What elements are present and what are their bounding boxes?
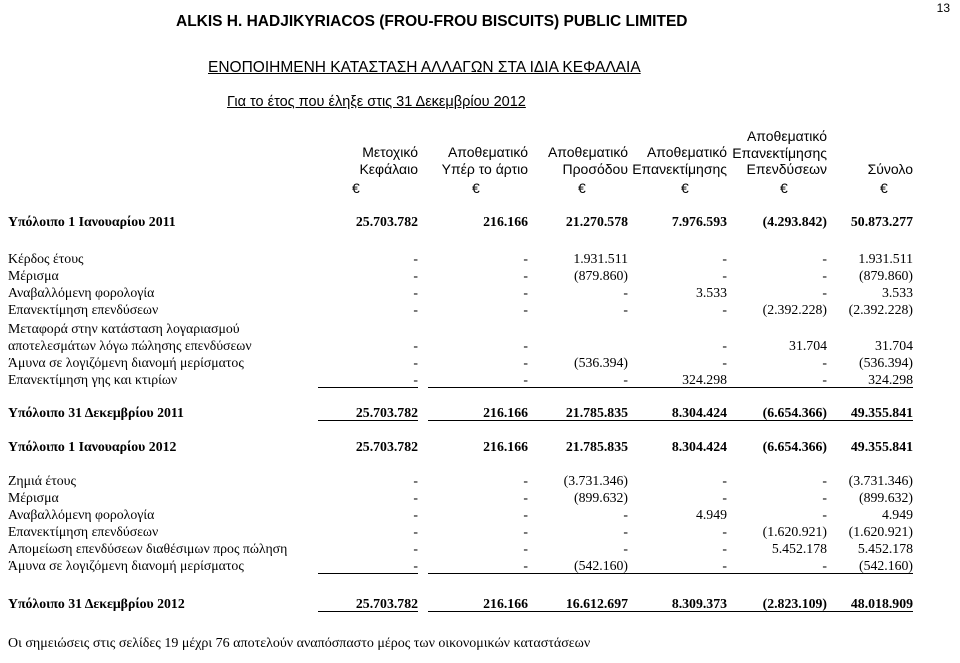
cell-value: 25.703.782 <box>318 405 418 421</box>
column-header-text: Επανεκτίμησης <box>732 144 827 161</box>
cell-value: - <box>623 541 628 556</box>
row-label: Μεταφορά στην κατάσταση λογαριασμού <box>8 321 240 336</box>
table-row <box>0 355 960 371</box>
cell-value: (536.394) <box>573 355 628 370</box>
cell-value: 21.785.835 <box>565 439 628 454</box>
cell-value: (2.392.228) <box>848 302 913 317</box>
row-label: Ζημιά έτους <box>8 473 76 488</box>
statement-title: ΕΝΟΠΟΙΗΜΕΝΗ ΚΑΤΑΣΤΑΣΗ ΑΛΛΑΓΩΝ ΣΤΑ ΙΔΙΑ ΚΕΦΑΛΑΙΑ <box>208 59 641 76</box>
cell-value: 8.304.424 <box>671 439 727 454</box>
cell-value: - <box>318 558 418 574</box>
cell-value: 25.703.782 <box>355 439 418 454</box>
cell-value: - <box>428 558 528 574</box>
column-header-text: Αποθεματικό <box>646 144 727 160</box>
table-row <box>0 268 960 284</box>
cell-value: - <box>722 302 727 317</box>
cell-value: - <box>822 507 827 522</box>
cell-value: (879.860) <box>573 268 628 283</box>
cell-value: 216.166 <box>428 405 528 421</box>
cell-value: - <box>523 507 528 522</box>
cell-value: 4.949 <box>881 507 913 522</box>
cell-value: - <box>727 372 827 388</box>
column-header-text: Υπέρ το άρτιο <box>441 160 528 177</box>
table-row <box>0 490 960 506</box>
cell-value: 8.309.373 <box>627 596 727 612</box>
row-label: Αναβαλλόμενη φορολογία <box>8 507 155 522</box>
row-label: Άμυνα σε λογιζόμενη διανομή μερίσματος <box>8 355 244 370</box>
cell-value: - <box>623 302 628 317</box>
table-row <box>0 372 960 388</box>
cell-value: - <box>722 355 727 370</box>
cell-value: - <box>413 541 418 556</box>
cell-value: 7.976.593 <box>671 214 727 229</box>
currency-symbol: € <box>578 180 586 196</box>
cell-value: 216.166 <box>483 439 528 454</box>
cell-value: 31.704 <box>789 338 827 353</box>
cell-value: - <box>727 558 827 574</box>
cell-value: 324.298 <box>627 372 727 388</box>
cell-value: 25.703.782 <box>355 214 418 229</box>
cell-value: - <box>523 302 528 317</box>
table-row <box>0 473 960 489</box>
cell-value: - <box>413 507 418 522</box>
cell-value: - <box>523 355 528 370</box>
row-label: Μέρισμα <box>8 490 59 505</box>
column-header-1 <box>322 144 418 177</box>
cell-value: - <box>413 524 418 539</box>
cell-value: (536.394) <box>858 355 913 370</box>
cell-value: 1.931.511 <box>858 251 913 266</box>
cell-value: 8.304.424 <box>627 405 727 421</box>
cell-value: - <box>722 338 727 353</box>
cell-value: 48.018.909 <box>813 596 913 612</box>
cell-value: 21.270.578 <box>565 214 628 229</box>
cell-value: 21.785.835 <box>528 405 628 421</box>
cell-value: 5.452.178 <box>857 541 913 556</box>
cell-value: - <box>623 524 628 539</box>
cell-value: - <box>822 251 827 266</box>
row-label: Επανεκτίμηση επενδύσεων <box>8 302 159 317</box>
row-label: Υπόλοιπο 1 Ιανουαρίου 2012 <box>8 439 177 454</box>
cell-value: - <box>627 558 727 574</box>
column-header-5 <box>697 128 827 178</box>
cell-value: (899.632) <box>573 490 628 505</box>
cell-value: - <box>523 490 528 505</box>
row-label: Επανεκτίμηση επενδύσεων <box>8 524 159 539</box>
cell-value: 4.949 <box>695 507 727 522</box>
cell-value: - <box>523 524 528 539</box>
column-header-3 <box>528 144 628 177</box>
cell-value: - <box>528 372 628 388</box>
cell-value: 216.166 <box>428 596 528 612</box>
cell-value: - <box>523 338 528 353</box>
table-row <box>0 338 960 354</box>
page-number: 13 <box>936 1 950 15</box>
statement-period: Για το έτος που έληξε στις 31 Δεκεμβρίου 2012 <box>227 94 526 110</box>
cell-value: 49.355.841 <box>813 405 913 421</box>
currency-symbol: € <box>472 180 480 196</box>
table-row <box>0 541 960 557</box>
column-header-text: Κεφάλαιο <box>359 160 418 177</box>
cell-value: - <box>523 251 528 266</box>
table-row <box>0 596 960 612</box>
column-header-text: Αποθεματικό <box>547 144 628 160</box>
row-label: Άμυνα σε λογιζόμενη διανομή μερίσματος <box>8 558 244 573</box>
cell-value: 49.355.841 <box>850 439 913 454</box>
cell-value: (1.620.921) <box>762 524 827 539</box>
cell-value: - <box>523 268 528 283</box>
cell-value: 1.931.511 <box>573 251 628 266</box>
table-row <box>0 558 960 574</box>
column-header-text: Σύνολο <box>867 161 913 177</box>
column-header-text: Αποθεματικό <box>746 128 827 144</box>
cell-value: - <box>822 268 827 283</box>
company-name: ALKIS H. HADJIKYRIACOS (FROU-FROU BISCUITS) PUBLIC LIMITED <box>176 13 688 30</box>
cell-value: (2.392.228) <box>762 302 827 317</box>
footer-note: Οι σημειώσεις στις σελίδες 19 μέχρι 76 αποτελούν αναπόσπαστο μέρος των οικονομικών καταστάσεων <box>8 636 591 651</box>
table-row <box>0 321 960 337</box>
cell-value: - <box>722 541 727 556</box>
row-label: Υπόλοιπο 1 Ιανουαρίου 2011 <box>8 214 176 229</box>
row-label: Κέρδος έτους <box>8 251 84 266</box>
table-row <box>0 285 960 301</box>
cell-value: (4.293.842) <box>762 214 827 229</box>
cell-value: - <box>413 285 418 300</box>
column-header-6 <box>813 161 913 178</box>
row-label: Επανεκτίμηση γης και κτιρίων <box>8 372 178 387</box>
cell-value: 16.612.697 <box>528 596 628 612</box>
row-label: Αναβαλλόμενη φορολογία <box>8 285 155 300</box>
cell-value: 5.452.178 <box>771 541 827 556</box>
cell-value: (542.160) <box>813 558 913 574</box>
table-row <box>0 251 960 267</box>
cell-value: - <box>623 507 628 522</box>
cell-value: - <box>523 541 528 556</box>
table-row <box>0 405 960 421</box>
cell-value: (6.654.366) <box>727 405 827 421</box>
cell-value: (6.654.366) <box>762 439 827 454</box>
currency-symbol: € <box>780 180 788 196</box>
cell-value: - <box>722 524 727 539</box>
cell-value: - <box>822 473 827 488</box>
cell-value: 3.533 <box>881 285 913 300</box>
cell-value: - <box>413 338 418 353</box>
cell-value: 3.533 <box>695 285 727 300</box>
cell-value: - <box>413 490 418 505</box>
currency-symbol: € <box>880 180 888 196</box>
cell-value: 31.704 <box>875 338 913 353</box>
table-row <box>0 302 960 318</box>
column-header-text: Προσόδου <box>562 160 628 177</box>
cell-value: 216.166 <box>483 214 528 229</box>
column-header-text: Αποθεματικό <box>447 144 528 160</box>
cell-value: - <box>623 285 628 300</box>
table-row <box>0 507 960 523</box>
cell-value: - <box>722 251 727 266</box>
cell-value: (1.620.921) <box>848 524 913 539</box>
table-row <box>0 214 960 230</box>
column-header-text: Επανεκτίμησης <box>632 160 727 177</box>
row-label: Υπόλοιπο 31 Δεκεμβρίου 2012 <box>8 596 185 611</box>
table-row <box>0 439 960 455</box>
cell-value: - <box>413 251 418 266</box>
cell-value: (3.731.346) <box>848 473 913 488</box>
cell-value: 25.703.782 <box>318 596 418 612</box>
cell-value: 50.873.277 <box>850 214 913 229</box>
cell-value: - <box>722 490 727 505</box>
cell-value: (542.160) <box>528 558 628 574</box>
row-label: Μέρισμα <box>8 268 59 283</box>
cell-value: - <box>318 372 418 388</box>
cell-value: - <box>428 372 528 388</box>
currency-symbol: € <box>681 180 689 196</box>
cell-value: - <box>523 473 528 488</box>
cell-value: - <box>822 285 827 300</box>
cell-value: (3.731.346) <box>563 473 628 488</box>
cell-value: 324.298 <box>813 372 913 388</box>
column-header-2 <box>418 144 528 177</box>
cell-value: - <box>523 285 528 300</box>
column-header-text: Επενδύσεων <box>746 161 827 177</box>
cell-value: - <box>413 302 418 317</box>
cell-value: (879.860) <box>858 268 913 283</box>
cell-value: - <box>822 490 827 505</box>
cell-value: - <box>413 355 418 370</box>
cell-value: (899.632) <box>858 490 913 505</box>
cell-value: - <box>722 473 727 488</box>
cell-value: - <box>413 473 418 488</box>
cell-value: - <box>722 268 727 283</box>
cell-value: - <box>822 355 827 370</box>
row-label: Απομείωση επενδύσεων διαθέσιμων προς πώληση <box>8 541 288 556</box>
currency-symbol: € <box>352 180 360 196</box>
cell-value: (2.823.109) <box>727 596 827 612</box>
table-row <box>0 524 960 540</box>
row-label: Υπόλοιπο 31 Δεκεμβρίου 2011 <box>8 405 184 420</box>
column-header-text: Μετοχικό <box>362 144 418 160</box>
cell-value: - <box>413 268 418 283</box>
row-label: αποτελεσμάτων λόγω πώλησης επενδύσεων <box>8 338 252 353</box>
